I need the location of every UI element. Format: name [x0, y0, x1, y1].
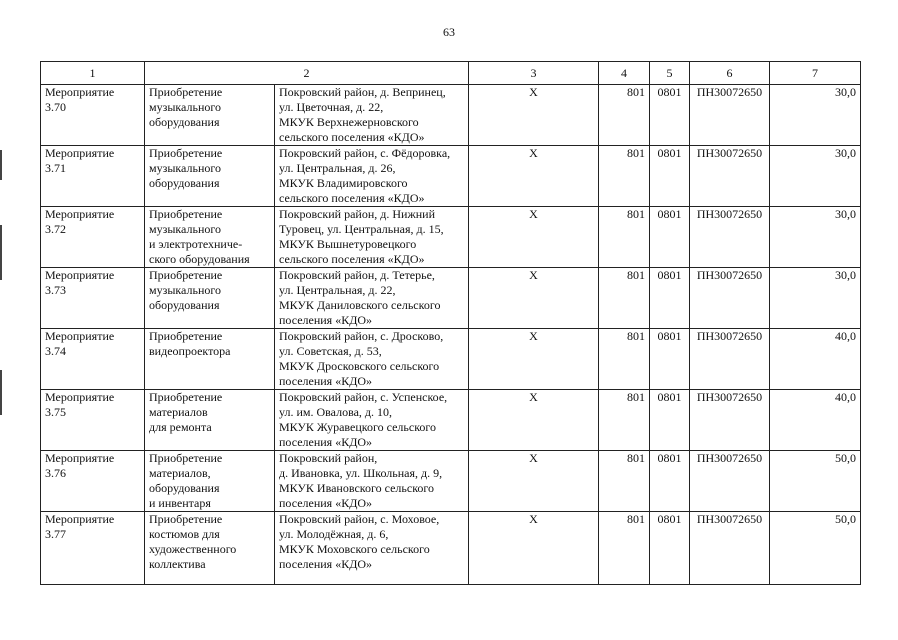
column-header: 7	[770, 62, 861, 85]
column-header: 5	[650, 62, 690, 85]
amount-cell: 30,0	[770, 268, 861, 329]
col3-cell: Х	[469, 390, 599, 451]
table-row	[41, 390, 861, 451]
col4-cell: 801	[599, 268, 650, 329]
col5-cell: 0801	[650, 390, 690, 451]
budget-table	[40, 61, 861, 585]
table-row	[41, 512, 861, 585]
col3-cell: Х	[469, 512, 599, 585]
purchase-cell: Приобретение материалов, оборудования и инвентаря	[145, 451, 275, 512]
purchase-cell: Приобретение костюмов для художественного коллектива	[145, 512, 275, 585]
column-header: 6	[690, 62, 770, 85]
event-cell: Мероприятие 3.71	[41, 146, 145, 207]
table-header-row	[41, 62, 861, 85]
col4-cell: 801	[599, 85, 650, 146]
col6-cell: ПН30072650	[690, 512, 770, 585]
col6-cell: ПН30072650	[690, 207, 770, 268]
col6-cell: ПН30072650	[690, 85, 770, 146]
col4-cell: 801	[599, 329, 650, 390]
col5-cell: 0801	[650, 451, 690, 512]
col5-cell: 0801	[650, 146, 690, 207]
col3-cell: Х	[469, 268, 599, 329]
amount-cell: 30,0	[770, 85, 861, 146]
amount-cell: 30,0	[770, 146, 861, 207]
column-header: 1	[41, 62, 145, 85]
col4-cell: 801	[599, 512, 650, 585]
col4-cell: 801	[599, 207, 650, 268]
purchase-cell: Приобретение музыкального оборудования	[145, 268, 275, 329]
address-cell: Покровский район, д. Ивановка, ул. Школьная, д. 9, МКУК Ивановского сельского поселения «КДО»	[275, 451, 469, 512]
col3-cell: Х	[469, 451, 599, 512]
amount-cell: 30,0	[770, 207, 861, 268]
address-cell: Покровский район, с. Успенское, ул. им. Овалова, д. 10, МКУК Журавецкого сельского поселения «КДО»	[275, 390, 469, 451]
address-cell: Покровский район, д. Тетерье, ул. Центральная, д. 22, МКУК Даниловского сельского поселения «КДО»	[275, 268, 469, 329]
col4-cell: 801	[599, 451, 650, 512]
event-cell: Мероприятие 3.70	[41, 85, 145, 146]
event-cell: Мероприятие 3.72	[41, 207, 145, 268]
purchase-cell: Приобретение материалов для ремонта	[145, 390, 275, 451]
column-header: 2	[145, 62, 469, 85]
event-cell: Мероприятие 3.73	[41, 268, 145, 329]
col4-cell: 801	[599, 146, 650, 207]
address-cell: Покровский район, с. Моховое, ул. Молодёжная, д. 6, МКУК Моховского сельского поселения «КДО»	[275, 512, 469, 585]
table-row	[41, 268, 861, 329]
col5-cell: 0801	[650, 268, 690, 329]
amount-cell: 50,0	[770, 512, 861, 585]
address-cell: Покровский район, д. Вепринец, ул. Цветочная, д. 22, МКУК Верхнежерновского сельского поселения «КДО»	[275, 85, 469, 146]
amount-cell: 40,0	[770, 329, 861, 390]
col6-cell: ПН30072650	[690, 329, 770, 390]
table-row	[41, 146, 861, 207]
table-row	[41, 451, 861, 512]
amount-cell: 50,0	[770, 451, 861, 512]
col6-cell: ПН30072650	[690, 268, 770, 329]
col5-cell: 0801	[650, 207, 690, 268]
col6-cell: ПН30072650	[690, 146, 770, 207]
table-row	[41, 329, 861, 390]
address-cell: Покровский район, д. Нижний Туровец, ул. Центральная, д. 15, МКУК Вышнетуровецкого сельского поселения «КДО»	[275, 207, 469, 268]
event-cell: Мероприятие 3.76	[41, 451, 145, 512]
purchase-cell: Приобретение музыкального и электротехниче- ского оборудования	[145, 207, 275, 268]
scan-edge-mark	[0, 370, 2, 415]
col6-cell: ПН30072650	[690, 390, 770, 451]
table-row	[41, 85, 861, 146]
column-header: 3	[469, 62, 599, 85]
purchase-cell: Приобретение музыкального оборудования	[145, 146, 275, 207]
col5-cell: 0801	[650, 512, 690, 585]
page-number: 63	[443, 25, 455, 39]
scan-edge-mark	[0, 225, 2, 280]
amount-cell: 40,0	[770, 390, 861, 451]
col3-cell: Х	[469, 329, 599, 390]
purchase-cell: Приобретение музыкального оборудования	[145, 85, 275, 146]
col3-cell: Х	[469, 207, 599, 268]
address-cell: Покровский район, с. Дросково, ул. Советская, д. 53, МКУК Дросковского сельского поселения «КДО»	[275, 329, 469, 390]
table-row	[41, 207, 861, 268]
event-cell: Мероприятие 3.77	[41, 512, 145, 585]
purchase-cell: Приобретение видеопроектора	[145, 329, 275, 390]
col3-cell: Х	[469, 85, 599, 146]
col3-cell: Х	[469, 146, 599, 207]
event-cell: Мероприятие 3.74	[41, 329, 145, 390]
address-cell: Покровский район, с. Фёдоровка, ул. Центральная, д. 26, МКУК Владимировского сельского поселения «КДО»	[275, 146, 469, 207]
event-cell: Мероприятие 3.75	[41, 390, 145, 451]
column-header: 4	[599, 62, 650, 85]
col6-cell: ПН30072650	[690, 451, 770, 512]
col5-cell: 0801	[650, 329, 690, 390]
col4-cell: 801	[599, 390, 650, 451]
scan-edge-mark	[0, 150, 2, 180]
col5-cell: 0801	[650, 85, 690, 146]
